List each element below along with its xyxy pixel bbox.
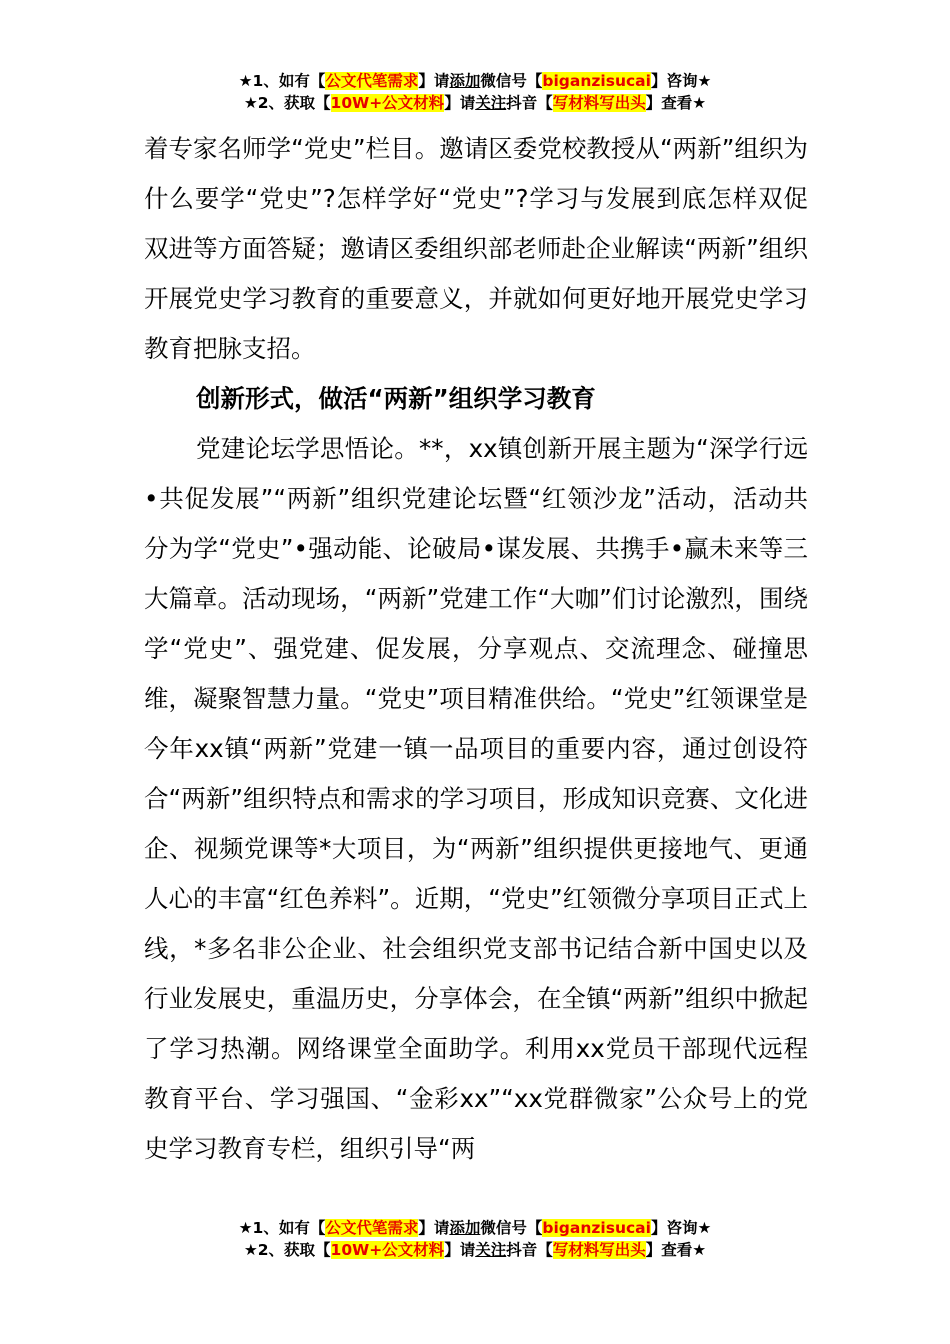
footer-banner	[0, 1217, 950, 1261]
banner-text: 】请	[444, 1241, 476, 1259]
highlight-douyin: 写材料写出头	[552, 94, 646, 112]
banner-text: 微信号【	[480, 1219, 543, 1237]
highlight-materials: 10W+公文材料	[330, 1241, 445, 1259]
banner-text: ★1、如有【	[238, 1219, 326, 1237]
paragraph-continuation: 着专家名师学“党史”栏目。邀请区委党校教授从“两新”组织为什么要学“党史”?怎样学好“党史”?学习与发展到底怎样双促双进等方面答疑；邀请区委组织部老师赴企业解读“两新”组织开展党史学习教育的重要意义，并就如何更好地开展党史学习教育把脉支招。	[144, 134, 808, 363]
banner-line-1	[0, 1217, 950, 1239]
highlight-wechat-id: biganzisucai	[542, 1219, 651, 1237]
banner-emphasis: 关注	[475, 94, 507, 112]
banner-text: 抖音【	[506, 1241, 553, 1259]
banner-text: ★2、获取【	[243, 1241, 331, 1259]
banner-text: 】咨询★	[650, 1219, 712, 1237]
document-body	[144, 124, 808, 1174]
header-banner	[0, 70, 950, 114]
banner-text: ★1、如有【	[238, 72, 326, 90]
banner-emphasis: 添加	[449, 1219, 481, 1237]
section-heading: 创新形式，做活“两新”组织学习教育	[196, 384, 596, 413]
banner-line-2	[0, 92, 950, 114]
banner-line-2	[0, 1239, 950, 1261]
highlight-materials: 10W+公文材料	[330, 94, 445, 112]
banner-text: 微信号【	[480, 72, 543, 90]
highlight-service: 公文代笔需求	[325, 72, 419, 90]
highlight-service: 公文代笔需求	[325, 1219, 419, 1237]
banner-text: 】查看★	[645, 1241, 707, 1259]
highlight-wechat-id: biganzisucai	[542, 72, 651, 90]
banner-text: 】请	[418, 1219, 450, 1237]
banner-line-1	[0, 70, 950, 92]
banner-text: ★2、获取【	[243, 94, 331, 112]
banner-text: 】请	[418, 72, 450, 90]
banner-emphasis: 添加	[449, 72, 481, 90]
banner-text: 】查看★	[645, 94, 707, 112]
highlight-douyin: 写材料写出头	[552, 1241, 646, 1259]
banner-text: 】咨询★	[650, 72, 712, 90]
banner-text: 】请	[444, 94, 476, 112]
banner-text: 抖音【	[506, 94, 553, 112]
banner-emphasis: 关注	[475, 1241, 507, 1259]
paragraph-party-forum: 党建论坛学思悟论。**，xx镇创新开展主题为“深学行远•共促发展”“两新”组织党建论坛暨“红领沙龙”活动，活动共分为学“党史”•强动能、论破局•谋发展、共携手•赢未来等三大篇章。活动现场，“两新”党建工作“大咖”们讨论激烈，围绕学“党史”、强党建、促发展，分享观点、交流理念、碰撞思维，凝聚智慧力量。“党史”项目精准供给。“党史”红领课堂是今年xx镇“两新”党建一镇一品项目的重要内容，通过创设符合“两新”组织特点和需求的学习项目，形成知识竞赛、文化进企、视频党课等*大项目，为“两新”组织提供更接地气、更通人心的丰富“红色养料”。近期，“党史”红领微分享项目正式上线，*多名非公企业、社会组织党支部书记结合新中国史以及行业发展史，重温历史，分享体会，在全镇“两新”组织中掀起了学习热潮。网络课堂全面助学。利用xx党员干部现代远程教育平台、学习强国、“金彩xx”“xx党群微家”公众号上的党史学习教育专栏，组织引导“两	[144, 434, 808, 1163]
